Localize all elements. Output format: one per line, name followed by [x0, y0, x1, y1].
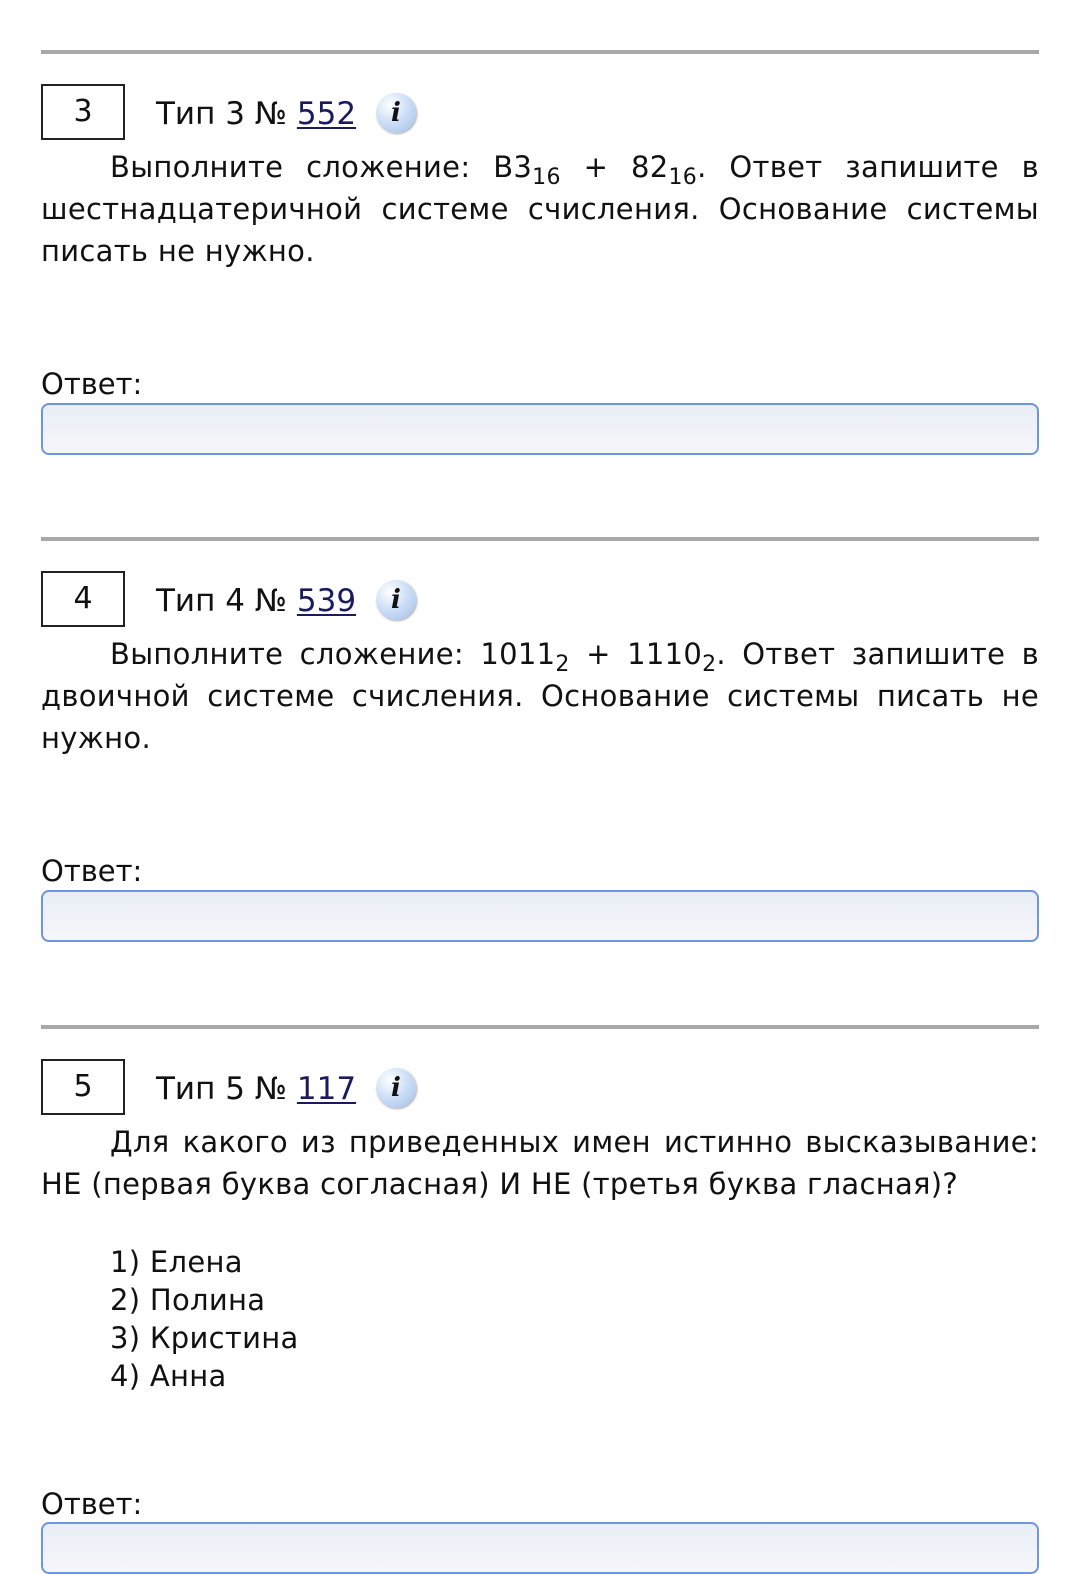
- option-item: 4) Анна: [110, 1359, 227, 1393]
- options-list: [110, 1243, 1039, 1395]
- answer-label: Ответ:: [41, 367, 143, 401]
- task-id-link[interactable]: 552: [296, 96, 357, 132]
- task-header: [156, 579, 416, 623]
- answer-label: Ответ:: [41, 854, 143, 888]
- separator: [41, 50, 1039, 54]
- answer-input[interactable]: [41, 1522, 1039, 1574]
- info-icon[interactable]: i: [376, 93, 416, 133]
- task-number-box: 3: [41, 84, 125, 140]
- option-item: 2) Полина: [110, 1283, 266, 1317]
- task-type-label: Тип 3 №: [156, 96, 288, 132]
- task-number-box: 5: [41, 1059, 125, 1115]
- task-header: [156, 1067, 416, 1111]
- option-item: 3) Кристина: [110, 1321, 299, 1355]
- task-id-link[interactable]: 117: [296, 1071, 357, 1107]
- task-header: [156, 92, 416, 136]
- info-icon[interactable]: i: [376, 1068, 416, 1108]
- task-id-link[interactable]: 539: [296, 583, 357, 619]
- answer-input[interactable]: [41, 403, 1039, 455]
- separator: [41, 1025, 1039, 1029]
- task-type-label: Тип 5 №: [156, 1071, 288, 1107]
- option-item: 1) Елена: [110, 1245, 243, 1279]
- question-text: Выполните сложение: $B3_{16} + 82_{16}$. Ответ запишите в шестнадцатеричной системе счисления. Основание системы писать не нужно.: [41, 150, 1039, 268]
- answer-label: Ответ:: [41, 1487, 143, 1521]
- info-icon[interactable]: i: [376, 580, 416, 620]
- question-text: Выполните сложение: $1011_2 + 1110_2$. Ответ запишите в двоичной системе счисления. Основание системы писать не нужно.: [41, 637, 1040, 755]
- separator: [41, 537, 1039, 541]
- task-type-label: Тип 4 №: [156, 583, 288, 619]
- question-text: Для какого из приведенных имен истинно высказывание: НЕ (первая буква согласная) И НЕ (третья буква гласная)? 1) Елена 2) Полина 3) Кристина 4) Анна: [41, 1125, 1039, 1393]
- task-number-box: 4: [41, 571, 125, 627]
- answer-input[interactable]: [41, 890, 1039, 942]
